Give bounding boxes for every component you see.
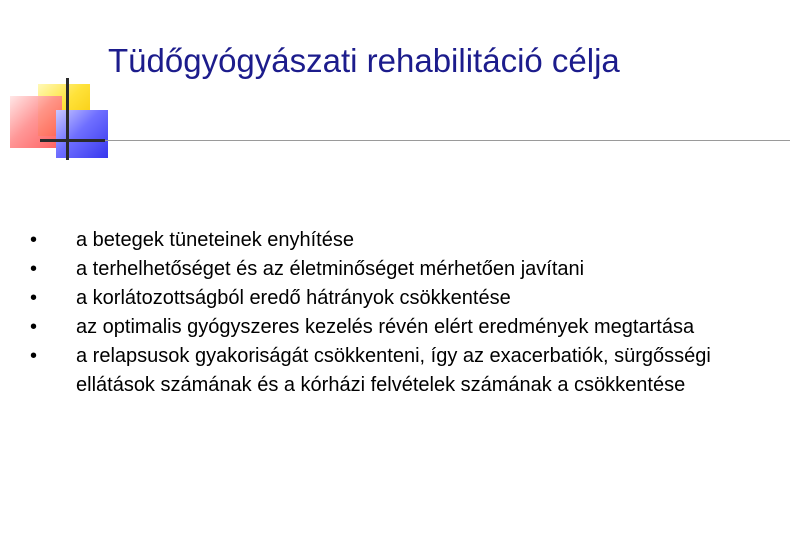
logo-horizontal-line <box>40 139 105 142</box>
bullet-text: a korlátozottságból eredő hátrányok csökkentése <box>76 287 511 309</box>
bullet-text: a terhelhetőséget és az életminőséget mérhetően javítani <box>76 258 585 280</box>
logo-blue-square <box>56 110 108 158</box>
bullet-list <box>30 226 780 400</box>
bullet-item <box>30 255 780 284</box>
bullet-item <box>30 342 780 400</box>
bullet-item <box>30 313 780 342</box>
bullet-marker: • <box>30 345 38 367</box>
slide-title: Tüdőgyógyászati rehabilitáció célja <box>108 42 620 79</box>
bullet-marker: • <box>30 258 38 280</box>
bullet-item <box>30 284 780 313</box>
logo-vertical-line <box>66 78 69 160</box>
title-divider <box>40 140 790 141</box>
bullet-marker: • <box>30 287 38 309</box>
bullet-item <box>30 226 780 255</box>
bullet-text: a betegek tüneteinek enyhítése <box>76 229 354 251</box>
bullet-text: a relapsusok gyakoriságát csökkenteni, így az exacerbatiók, sürgősségi ellátások számának és a kórházi felvételek számának a csökkentése <box>76 345 711 396</box>
bullet-marker: • <box>30 316 38 338</box>
bullet-marker: • <box>30 229 38 251</box>
bullet-text: az optimalis gyógyszeres kezelés révén elért eredmények megtartása <box>76 316 695 338</box>
